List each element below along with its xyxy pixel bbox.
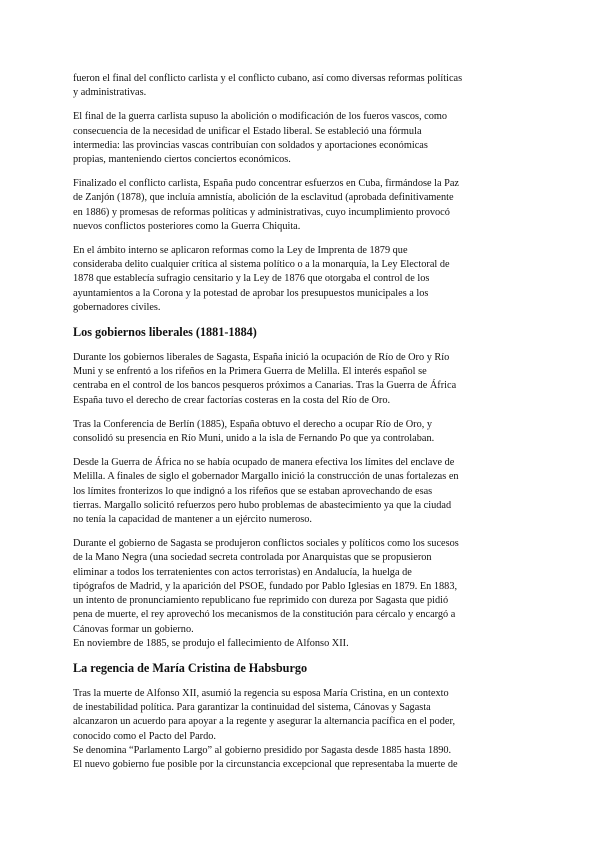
heading-gobiernos-liberales: Los gobiernos liberales (1881-1884) xyxy=(73,325,257,340)
paragraph-rio-de-oro: Durante los gobiernos liberales de Sagasta, España inició la ocupación de Río de Oro y Río Muni y se enfrentó a los rifeños en la Primera Guerra de Melilla. El interés español se centraba en el control de los bancos pesqueros próximos a Canarias. Tras la Guerra de África España tuvo el derecho de crear factorías costeras en la costa del Río de Oro. xyxy=(73,352,457,406)
heading-regencia: La regencia de María Cristina de Habsburgo xyxy=(73,660,308,675)
paragraph-melilla: Desde la Guerra de África no se había ocupado de manera efectiva los límites del enclave de Melilla. A finales de siglo el gobernador Margallo inició la construcción de unas fortalezas en los límites fronterizos lo que indignó a los rifeños que se estaban aprovechando de esas tierras. Margallo solicitó refuerzos pero hubo problemas de abastecimiento ya que la ciudad no tenía la capacidad de mantener a un ejército numeroso. xyxy=(73,457,459,526)
paragraph-conferencia-berlin: Tras la Conferencia de Berlín (1885), España obtuvo el derecho a ocupar Río de Oro, y consolidó su presencia en Río Muni, unido a la isla de Fernando Po que ya controlaban. xyxy=(73,418,435,445)
paragraph-paz-zanjon: Finalizado el conflicto carlista, España pudo concentrar esfuerzos en Cuba, firmándose la Paz de Zanjón (1878), que incluía amnistía, abolición de la esclavitud (aprobada definitivamente en 1886) y promesas de reformas políticas y administrativas, cuyo incumplimiento provocó nuevos conflictos posteriores como la Guerra Chiquita. xyxy=(73,178,459,232)
paragraph-reformas-internas: En el ámbito interno se aplicaron reformas como la Ley de Imprenta de 1879 que consideraba delito cualquier crítica al sistema político o a la monarquía, la Ley Electoral de 1878 que establecía sufragio censitario y la Ley de 1876 que otorgaba el control de los ayuntamientos a la Corona y la potestad de aprobar los presupuestos municipales a los gobernadores civiles. xyxy=(73,245,450,313)
paragraph-conflictos-sociales: Durante el gobierno de Sagasta se produjeron conflictos sociales y políticos como los sucesos de la Mano Negra (una sociedad secreta controlada por Anarquistas que se propusieron eliminar a todos los terratenientes con actos terroristas) en Andalucía, la huelga de tipógrafos de Madrid, y la aparición del PSOE, fundado por Pablo Iglesias en 1879. En 1883, un intento de pronunciamiento republicano fue reprimido con dureza por Sagasta que pidió pena de muerte, el rey aprovechó los mecanismos de la constitución para cércalo y encargó a Cánovas formar un gobierno. En noviembre de 1885, se produjo el fallecimiento de Alfonso XII. xyxy=(73,538,459,649)
paragraph-carlista-cubano: fueron el final del conflicto carlista y el conflicto cubano, así como diversas reformas políticas y administrativas. xyxy=(73,73,463,99)
paragraph-pacto-pardo: Tras la muerte de Alfonso XII, asumió la regencia su esposa María Cristina, en un contexto de inestabilidad política. Para garantizar la continuidad del sistema, Cánovas y Sagasta alcanzaron un acuerdo para apoyar a la regente y asegurar la alternancia pacífica en el poder, conocido como el Pacto del Pardo. Se denomina “Parlamento Largo” al gobierno presidido por Sagasta desde 1885 hasta 1890. El nuevo gobierno fue posible por la circunstancia excepcional que representaba la muerte de xyxy=(73,687,458,770)
paragraph-fueros-vascos: El final de la guerra carlista supuso la abolición o modificación de los fueros vascos, como consecuencia de la necesidad de unificar el Estado liberal. Se estableció una fórmula intermedia: las provincias vascas contribuían con soldados y aportaciones económicas propias, manteniendo ciertos conciertos económicos. xyxy=(73,111,448,166)
document-body xyxy=(73,72,535,772)
